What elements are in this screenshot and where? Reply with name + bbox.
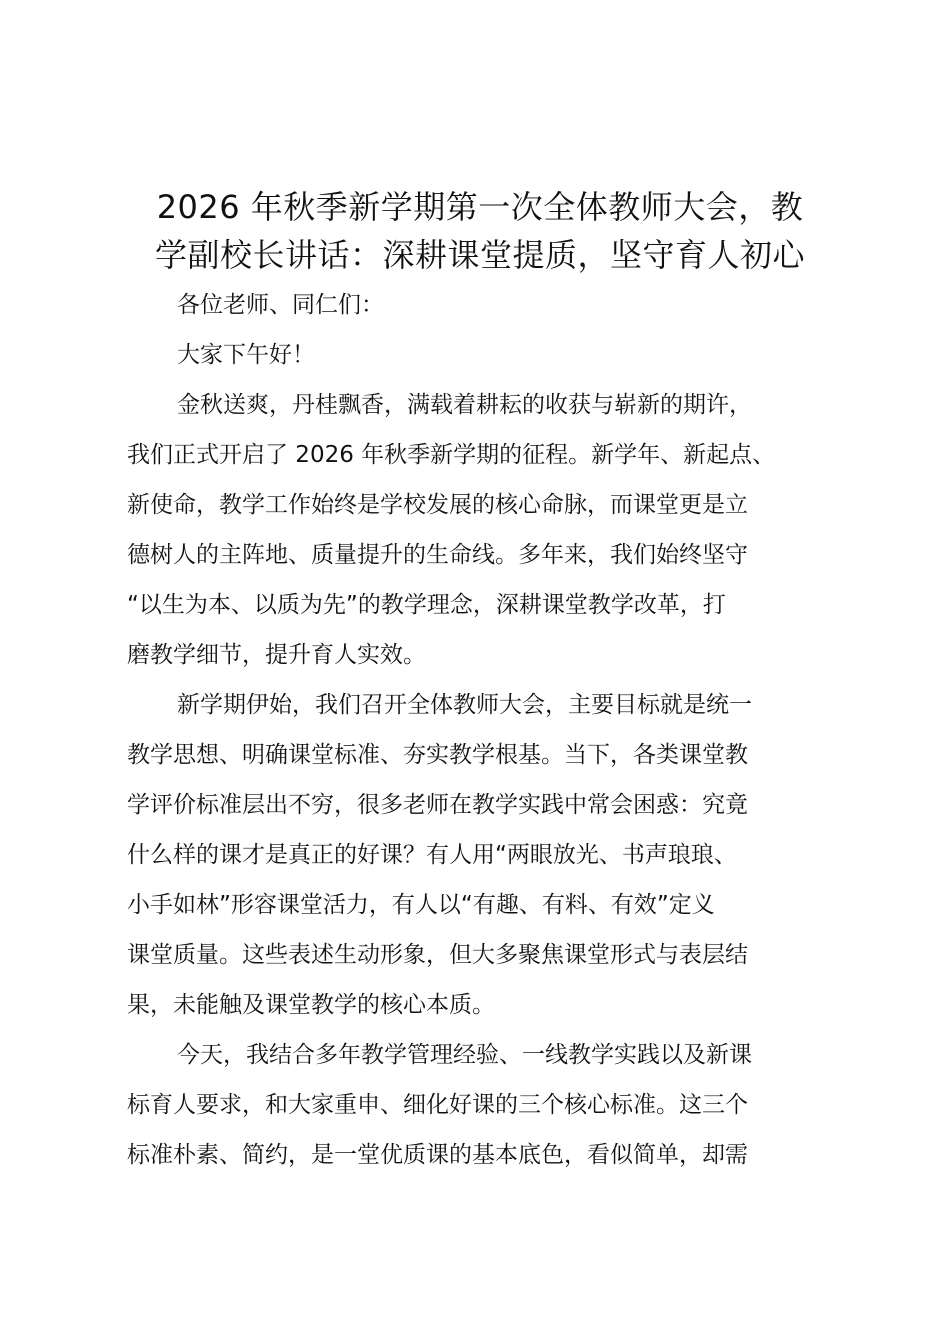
paragraph-2 <box>127 680 832 1030</box>
paragraph-line: 小手如林”形容课堂活力，有人以“有趣、有料、有效”定义 <box>127 892 715 918</box>
paragraph-line: 今天，我结合多年教学管理经验、一线教学实践以及新课 <box>177 1042 752 1068</box>
greeting-text: 大家下午好！ <box>177 342 315 368</box>
paragraph-line: 什么样的课才是真正的好课？有人用“两眼放光、书声琅琅、 <box>127 842 737 868</box>
paragraph-3 <box>127 1030 832 1180</box>
salutation <box>127 280 832 330</box>
paragraph-line: 教学思想、明确课堂标准、夯实教学根基。当下，各类课堂教 <box>127 742 748 768</box>
paragraph-line: 我们正式开启了 2026 年秋季新学期的征程。新学年、新起点、 <box>127 442 776 468</box>
paragraph-line: 标准朴素、简约，是一堂优质课的基本底色，看似简单，却需 <box>127 1142 748 1168</box>
title-line: 2026 年秋季新学期第一次全体教师大会，教 <box>156 188 804 226</box>
paragraph-line: “以生为本、以质为先”的教学理念，深耕课堂教学改革，打 <box>127 592 726 618</box>
paragraph-line: 德树人的主阵地、质量提升的生命线。多年来，我们始终坚守 <box>127 542 748 568</box>
paragraph-line: 磨教学细节，提升育人实效。 <box>127 642 426 668</box>
paragraph-line: 新使命，教学工作始终是学校发展的核心命脉，而课堂更是立 <box>127 492 748 518</box>
paragraph-line: 课堂质量。这些表述生动形象，但大多聚焦课堂形式与表层结 <box>127 942 748 968</box>
paragraph-line: 新学期伊始，我们召开全体教师大会，主要目标就是统一 <box>177 692 752 718</box>
document-body <box>127 280 832 1180</box>
title-line: 学副校长讲话：深耕课堂提质，坚守育人初心 <box>154 236 805 274</box>
paragraph-line: 金秋送爽，丹桂飘香，满载着耕耘的收获与崭新的期许， <box>177 392 752 418</box>
paragraph-line: 标育人要求，和大家重申、细化好课的三个核心标准。这三个 <box>127 1092 748 1118</box>
document-title <box>120 183 840 279</box>
paragraph-line: 果，未能触及课堂教学的核心本质。 <box>127 992 495 1018</box>
paragraph-1 <box>127 380 832 680</box>
salutation-text: 各位老师、同仁们： <box>177 292 384 318</box>
greeting <box>127 330 832 380</box>
paragraph-line: 学评价标准层出不穷，很多老师在教学实践中常会困惑：究竟 <box>127 792 748 818</box>
